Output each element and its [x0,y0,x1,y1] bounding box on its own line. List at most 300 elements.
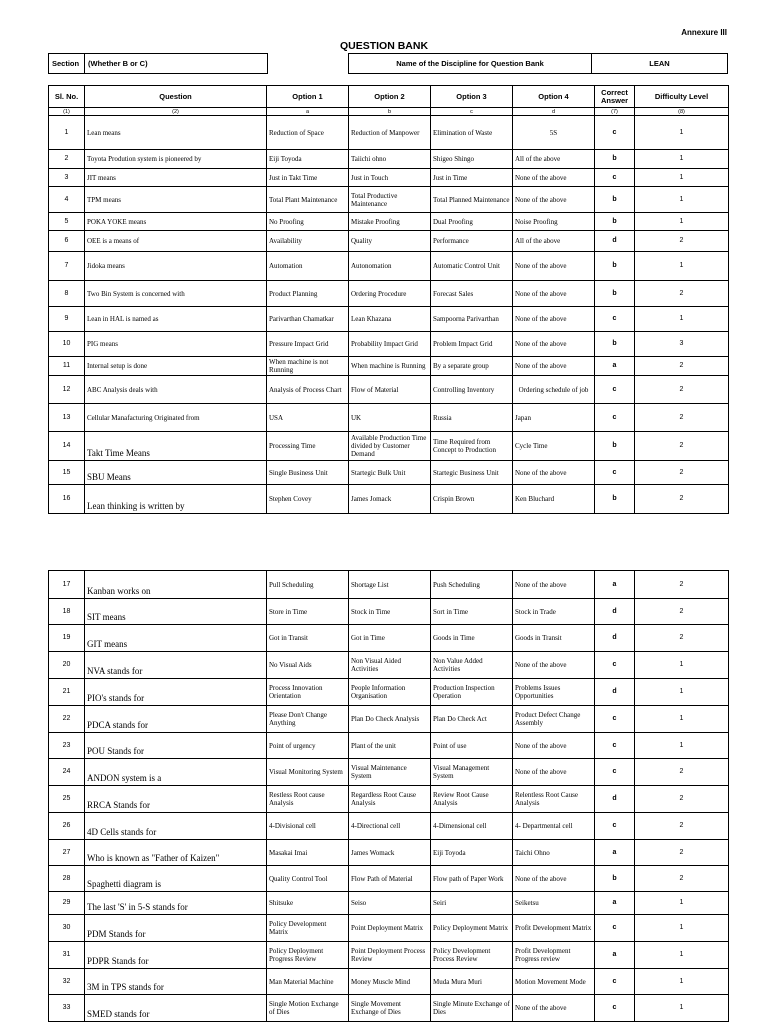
option-b-cell: Lean Khazana [349,307,431,332]
correct-answer-cell: c [595,813,635,840]
table-row [49,969,729,995]
serial-number-cell: 1 [49,116,85,150]
option-d-cell: None of the above [513,332,595,357]
option-c-cell: Crispin Brown [431,485,513,514]
option-d-cell: 4- Departmental cell [513,813,595,840]
serial-number-cell: 12 [49,376,85,404]
table-row [49,995,729,1022]
question-cell: Two Bin System is concerned with [85,281,267,307]
column-number: (2) [85,108,267,116]
correct-answer-cell: b [595,252,635,281]
serial-number-cell: 30 [49,915,85,942]
column-number: d [513,108,595,116]
option-b-cell: Regardless Root Cause Analysis [349,786,431,813]
correct-answer-cell: c [595,169,635,187]
option-c-cell: Goods in Time [431,625,513,652]
option-d-cell: Relentless Root Cause Analysis [513,786,595,813]
question-table-1 [48,85,729,514]
option-d-cell: None of the above [513,759,595,786]
question-cell: Takt Time Means [85,432,267,461]
option-a-cell: Quality Control Tool [267,866,349,892]
serial-number-cell: 32 [49,969,85,995]
option-d-cell: None of the above [513,252,595,281]
option-c-cell: Eiji Toyoda [431,840,513,866]
option-c-cell: Push Scheduling [431,571,513,599]
option-a-cell: Analysis of Process Chart [267,376,349,404]
column-number: a [267,108,349,116]
option-c-cell: 4-Dimensional cell [431,813,513,840]
option-a-cell: Eiji Toyoda [267,150,349,169]
option-b-cell: 4-Directional cell [349,813,431,840]
option-c-cell: Just in Time [431,169,513,187]
option-a-cell: USA [267,404,349,432]
correct-answer-cell: d [595,625,635,652]
question-cell: RRCA Stands for [85,786,267,813]
question-cell: PIG means [85,332,267,357]
question-cell: SBU Means [85,461,267,485]
correct-answer-cell: c [595,376,635,404]
table-row [49,116,729,150]
serial-number-cell: 2 [49,150,85,169]
column-header: Question [85,86,267,108]
table-row [49,357,729,376]
question-cell: POKA YOKE means [85,213,267,231]
serial-number-cell: 9 [49,307,85,332]
option-c-cell: Non Value Added Activities [431,652,513,679]
option-d-cell: None of the above [513,571,595,599]
option-c-cell: Sort in Time [431,599,513,625]
option-a-cell: Got in Transit [267,625,349,652]
correct-answer-cell: b [595,485,635,514]
option-d-cell: Profit Development Matrix [513,915,595,942]
option-c-cell: Single Minute Exchange of Dies [431,995,513,1022]
option-b-cell: Ordering Procedure [349,281,431,307]
correct-answer-cell: b [595,187,635,213]
option-d-cell: Problems Issues Opportunities [513,679,595,706]
section-box [48,53,268,74]
question-cell: Lean thinking is written by [85,485,267,514]
serial-number-cell: 25 [49,786,85,813]
option-b-cell: Reduction of Manpower [349,116,431,150]
table-row [49,786,729,813]
question-cell: PDM Stands for [85,915,267,942]
option-d-cell: None of the above [513,281,595,307]
option-b-cell: UK [349,404,431,432]
option-b-cell: Money Muscle Mind [349,969,431,995]
difficulty-level-cell: 1 [635,307,729,332]
option-d-cell: Motion Movement Mode [513,969,595,995]
correct-answer-cell: b [595,281,635,307]
correct-answer-cell: c [595,995,635,1022]
option-d-cell: None of the above [513,461,595,485]
serial-number-cell: 15 [49,461,85,485]
difficulty-level-cell: 2 [635,840,729,866]
option-d-cell: 5S [513,116,595,150]
question-cell: Cellular Manafacturing Originated from [85,404,267,432]
difficulty-level-cell: 2 [635,759,729,786]
option-a-cell: Policy Development Matrix [267,915,349,942]
option-b-cell: When machine is Running [349,357,431,376]
discipline-label: Name of the Discipline for Question Bank [396,59,544,68]
option-c-cell: Production Inspection Operation [431,679,513,706]
option-b-cell: Non Visual Aided Activities [349,652,431,679]
column-number: (7) [595,108,635,116]
difficulty-level-cell: 3 [635,332,729,357]
option-a-cell: When machine is not Running [267,357,349,376]
table-row [49,332,729,357]
option-a-cell: Pull Scheduling [267,571,349,599]
option-c-cell: Muda Mura Muri [431,969,513,995]
option-c-cell: By a separate group [431,357,513,376]
table-row [49,169,729,187]
question-cell: SMED stands for [85,995,267,1022]
annexure-label: Annexure III [681,28,727,37]
difficulty-level-cell: 1 [635,915,729,942]
table-row [49,376,729,404]
question-cell: POU Stands for [85,733,267,759]
question-cell: Kanban works on [85,571,267,599]
column-header: Option 4 [513,86,595,108]
difficulty-level-cell: 2 [635,625,729,652]
correct-answer-cell: d [595,231,635,252]
option-d-cell: Taichi Ohno [513,840,595,866]
option-b-cell: James Jomack [349,485,431,514]
question-cell: ANDON system is a [85,759,267,786]
option-b-cell: Mistake Proofing [349,213,431,231]
table-row [49,759,729,786]
correct-answer-cell: b [595,432,635,461]
question-cell: OEE is a means of [85,231,267,252]
question-cell: JIT means [85,169,267,187]
difficulty-level-cell: 1 [635,116,729,150]
option-b-cell: Seiso [349,892,431,915]
serial-number-cell: 13 [49,404,85,432]
correct-answer-cell: a [595,942,635,969]
question-cell: PIO's stands for [85,679,267,706]
option-b-cell: Available Production Time divided by Customer Demand [349,432,431,461]
section-hint: (Whether B or C) [88,59,148,68]
table-row [49,892,729,915]
option-c-cell: Policy Development Process Review [431,942,513,969]
discipline-box [348,53,728,74]
question-cell: 4D Cells stands for [85,813,267,840]
option-a-cell: Single Motion Exchange of Dies [267,995,349,1022]
question-cell: Lean means [85,116,267,150]
difficulty-level-cell: 1 [635,213,729,231]
option-d-cell: None of the above [513,995,595,1022]
option-b-cell: Plan Do Check Analysis [349,706,431,733]
option-b-cell: Point Deployment Matrix [349,915,431,942]
serial-number-cell: 4 [49,187,85,213]
correct-answer-cell: a [595,357,635,376]
question-cell: Toyota Prodution system is pioneered by [85,150,267,169]
option-d-cell: None of the above [513,169,595,187]
option-c-cell: Dual Proofing [431,213,513,231]
option-b-cell: Quality [349,231,431,252]
option-c-cell: Point of use [431,733,513,759]
correct-answer-cell: c [595,116,635,150]
option-d-cell: None of the above [513,866,595,892]
table-row [49,213,729,231]
column-header: Sl. No. [49,86,85,108]
option-d-cell: Seiketsu [513,892,595,915]
option-d-cell: None of the above [513,652,595,679]
difficulty-level-cell: 1 [635,942,729,969]
question-cell: NVA stands for [85,652,267,679]
option-a-cell: Automation [267,252,349,281]
serial-number-cell: 21 [49,679,85,706]
option-a-cell: Just in Takt Time [267,169,349,187]
option-b-cell: Just in Touch [349,169,431,187]
option-d-cell: Ken Bluchard [513,485,595,514]
column-number: c [431,108,513,116]
serial-number-cell: 17 [49,571,85,599]
difficulty-level-cell: 2 [635,813,729,840]
table-row [49,625,729,652]
serial-number-cell: 29 [49,892,85,915]
serial-number-cell: 26 [49,813,85,840]
difficulty-level-cell: 2 [635,866,729,892]
serial-number-cell: 28 [49,866,85,892]
difficulty-level-cell: 1 [635,969,729,995]
option-b-cell: Probability Impact Grid [349,332,431,357]
serial-number-cell: 7 [49,252,85,281]
option-c-cell: Forecast Sales [431,281,513,307]
question-cell: PDCA stands for [85,706,267,733]
difficulty-level-cell: 2 [635,786,729,813]
option-d-cell: None of the above [513,187,595,213]
option-a-cell: Policy Deployment Progress Review [267,942,349,969]
section-label: Section [52,59,80,68]
serial-number-cell: 11 [49,357,85,376]
option-a-cell: Availability [267,231,349,252]
option-d-cell: Goods in Transit [513,625,595,652]
option-a-cell: Process Innovation Orientation [267,679,349,706]
table-row [49,915,729,942]
question-cell: Internal setup is done [85,357,267,376]
option-a-cell: Product Planning [267,281,349,307]
correct-answer-cell: a [595,840,635,866]
correct-answer-cell: c [595,652,635,679]
correct-answer-cell: b [595,150,635,169]
question-cell: PDPR Stands for [85,942,267,969]
table-row [49,652,729,679]
option-c-cell: Elimination of Waste [431,116,513,150]
column-number: (8) [635,108,729,116]
serial-number-cell: 5 [49,213,85,231]
option-d-cell: All of the above [513,150,595,169]
difficulty-level-cell: 2 [635,432,729,461]
option-a-cell: Reduction of Space [267,116,349,150]
serial-number-cell: 22 [49,706,85,733]
correct-answer-cell: d [595,599,635,625]
correct-answer-cell: d [595,679,635,706]
question-cell: Jidoka means [85,252,267,281]
option-b-cell: Taiichi ohno [349,150,431,169]
serial-number-cell: 33 [49,995,85,1022]
option-a-cell: Shitsuke [267,892,349,915]
option-a-cell: Masakai Imai [267,840,349,866]
header-row [49,86,729,108]
option-a-cell: Restless Root cause Analysis [267,786,349,813]
option-d-cell: None of the above [513,307,595,332]
option-d-cell: Profit Development Progress review [513,942,595,969]
option-a-cell: No Proofing [267,213,349,231]
table-row [49,231,729,252]
page-title: QUESTION BANK [339,40,429,52]
option-a-cell: No Visual Aids [267,652,349,679]
column-number: (1) [49,108,85,116]
option-a-cell: Single Business Unit [267,461,349,485]
question-cell: TPM means [85,187,267,213]
difficulty-level-cell: 2 [635,571,729,599]
option-b-cell: Flow of Material [349,376,431,404]
option-a-cell: Pressure Impact Grid [267,332,349,357]
serial-number-cell: 31 [49,942,85,969]
difficulty-level-cell: 1 [635,733,729,759]
correct-answer-cell: b [595,866,635,892]
option-b-cell: Shortage List [349,571,431,599]
correct-answer-cell: c [595,733,635,759]
option-c-cell: Sampoorna Parivarthan [431,307,513,332]
difficulty-level-cell: 2 [635,485,729,514]
column-header: Correct Answer [595,86,635,108]
table-row [49,307,729,332]
option-d-cell: None of the above [513,357,595,376]
option-a-cell: Visual Monitoring System [267,759,349,786]
table-row [49,840,729,866]
option-a-cell: 4-Divisional cell [267,813,349,840]
difficulty-level-cell: 1 [635,169,729,187]
question-cell: ABC Analysis deals with [85,376,267,404]
table-row [49,733,729,759]
option-a-cell: Processing Time [267,432,349,461]
option-a-cell: Parivarthan Chamatkar [267,307,349,332]
difficulty-level-cell: 1 [635,995,729,1022]
option-b-cell: Flow Path of Material [349,866,431,892]
option-c-cell: Visual Management System [431,759,513,786]
correct-answer-cell: a [595,892,635,915]
option-d-cell: Ordering schedule of job [513,376,595,404]
difficulty-level-cell: 2 [635,231,729,252]
serial-number-cell: 19 [49,625,85,652]
table-row [49,150,729,169]
option-d-cell: Stock in Trade [513,599,595,625]
option-b-cell: Stock in Time [349,599,431,625]
column-number-row [49,108,729,116]
table-row [49,187,729,213]
column-header: Option 2 [349,86,431,108]
option-d-cell: All of the above [513,231,595,252]
serial-number-cell: 27 [49,840,85,866]
correct-answer-cell: c [595,759,635,786]
option-c-cell: Russia [431,404,513,432]
correct-answer-cell: c [595,404,635,432]
serial-number-cell: 8 [49,281,85,307]
serial-number-cell: 18 [49,599,85,625]
discipline-value: LEAN [649,59,670,68]
correct-answer-cell: b [595,213,635,231]
option-b-cell: Plant of the unit [349,733,431,759]
correct-answer-cell: c [595,461,635,485]
question-cell: Who is known as "Father of Kaizen" [85,840,267,866]
correct-answer-cell: d [595,786,635,813]
option-a-cell: Stephen Covey [267,485,349,514]
option-c-cell: Controlling Inventory [431,376,513,404]
correct-answer-cell: c [595,706,635,733]
table-row [49,281,729,307]
difficulty-level-cell: 2 [635,599,729,625]
difficulty-level-cell: 1 [635,706,729,733]
difficulty-level-cell: 1 [635,652,729,679]
serial-number-cell: 16 [49,485,85,514]
table-row [49,252,729,281]
option-c-cell: Problem Impact Grid [431,332,513,357]
option-d-cell: Cycle Time [513,432,595,461]
table-row [49,942,729,969]
serial-number-cell: 6 [49,231,85,252]
option-a-cell: Please Don't Change Anything [267,706,349,733]
table-row [49,679,729,706]
option-b-cell: Point Deployment Process Review [349,942,431,969]
serial-number-cell: 24 [49,759,85,786]
option-c-cell: Seiri [431,892,513,915]
correct-answer-cell: a [595,571,635,599]
column-header: Difficulty Level [635,86,729,108]
serial-number-cell: 20 [49,652,85,679]
option-b-cell: People Information Organisation [349,679,431,706]
table-row [49,706,729,733]
difficulty-level-cell: 1 [635,252,729,281]
option-c-cell: Shigeo Shingo [431,150,513,169]
difficulty-level-cell: 1 [635,892,729,915]
option-a-cell: Point of urgency [267,733,349,759]
table-row [49,571,729,599]
option-b-cell: Total Productive Maintenance [349,187,431,213]
option-d-cell: Noise Proofing [513,213,595,231]
column-number: b [349,108,431,116]
difficulty-level-cell: 2 [635,357,729,376]
table-row [49,866,729,892]
option-b-cell: Autonomation [349,252,431,281]
serial-number-cell: 14 [49,432,85,461]
question-cell: SIT means [85,599,267,625]
option-a-cell: Store in Time [267,599,349,625]
option-c-cell: Startegic Business Unit [431,461,513,485]
question-cell: GIT means [85,625,267,652]
difficulty-level-cell: 2 [635,281,729,307]
correct-answer-cell: b [595,332,635,357]
option-b-cell: Visual Maintenance System [349,759,431,786]
table-row [49,432,729,461]
column-header: Option 3 [431,86,513,108]
serial-number-cell: 10 [49,332,85,357]
question-cell: The last 'S' in 5-S stands for [85,892,267,915]
option-b-cell: James Womack [349,840,431,866]
table-row [49,599,729,625]
option-c-cell: Flow path of Paper Work [431,866,513,892]
difficulty-level-cell: 1 [635,150,729,169]
difficulty-level-cell: 2 [635,461,729,485]
question-table-2 [48,570,729,1022]
option-d-cell: Product Defect Change Assembly [513,706,595,733]
option-b-cell: Startegic Bulk Unit [349,461,431,485]
option-c-cell: Review Root Cause Analysis [431,786,513,813]
serial-number-cell: 3 [49,169,85,187]
question-cell: Spaghetti diagram is [85,866,267,892]
option-c-cell: Time Required from Concept to Production [431,432,513,461]
question-cell: 3M in TPS stands for [85,969,267,995]
